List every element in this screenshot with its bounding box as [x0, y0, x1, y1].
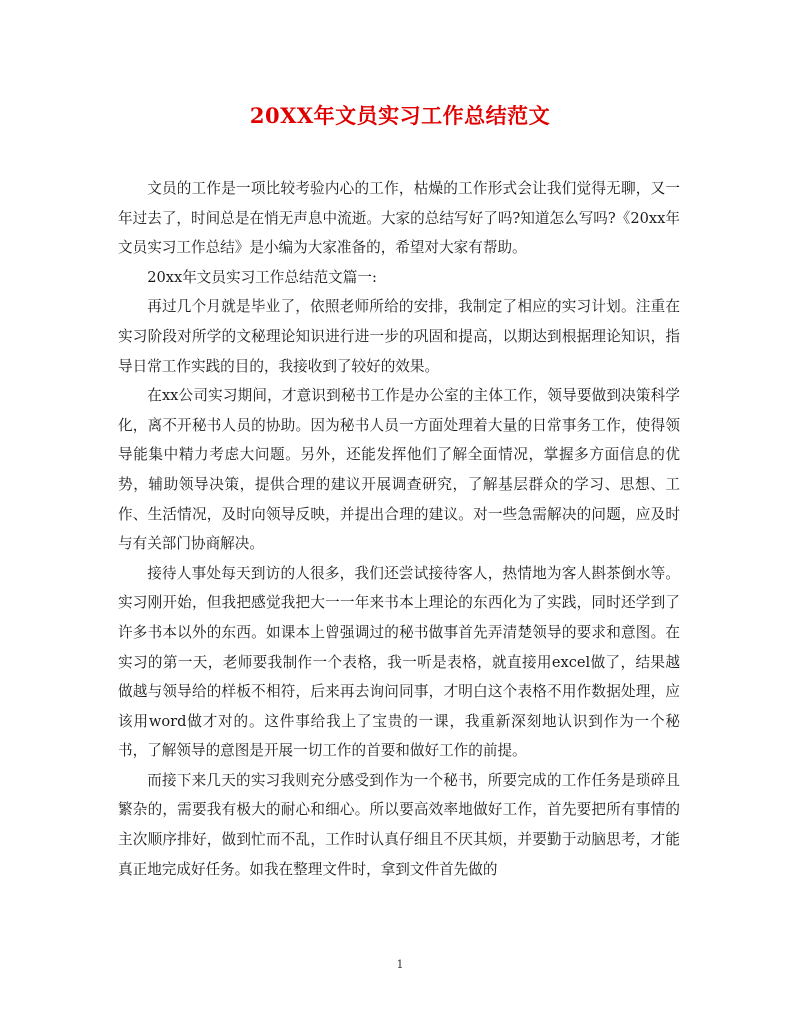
paragraph-internship-plan: 再过几个月就是毕业了，依照老师所给的安排，我制定了相应的实习计划。注重在实习阶段对所学的文秘理论知识进行进一步的巩固和提高，以期达到根据理论知识，指导日常工作实践的目的，我接收到了较好的效果。: [118, 298, 680, 375]
paragraph-secretary-role: 在xx公司实习期间，才意识到秘书工作是办公室的主体工作，领导要做到决策科学化，离不开秘书人员的协助。因为秘书人员一方面处理着大量的日常事务工作，使得领导能集中精力考虑大问题。另外，还能发挥他们了解全面情况，掌握多方面信息的优势，辅助领导决策，提供合理的建议开展调查研究，了解基层群众的学习、思想、工作、生活情况，及时向领导反映，并提出合理的建议。对一些急需解决的问题，应及时与有关部门协商解决。: [118, 387, 680, 553]
paragraph-section-heading: 20xx年文员实习工作总结范文篇一:: [147, 268, 377, 286]
document-body: [118, 174, 680, 884]
paragraph-intro: 文员的工作是一项比较考验内心的工作，枯燥的工作形式会让我们觉得无聊，又一年过去了，时间总是在悄无声息中流逝。大家的总结写好了吗?知道怎么写吗?《20xx年文员实习工作总结》是小编为大家准备的，希望对大家有帮助。: [118, 180, 680, 257]
document-title: 20XX年文员实习工作总结范文: [249, 103, 551, 128]
page-number: 1: [396, 958, 404, 971]
paragraph-reception: 接待人事处每天到访的人很多，我们还尝试接待客人，热情地为客人斟茶倒水等。实习刚开始，但我把感觉我把大一一年来书本上理论的东西化为了实践，同时还学到了许多书本以外的东西。如课本上曾强调过的秘书做事首先弄清楚领导的要求和意图。在实习的第一天，老师要我制作一个表格，我一听是表格，就直接用excel做了，结果越做越与领导给的样板不相符，后来再去询问同事，才明白这个表格不用作数据处理，应该用word做才对的。这件事给我上了宝贵的一课，我重新深刻地认识到作为一个秘书，了解领导的意图是开展一切工作的首要和做好工作的前提。: [118, 564, 680, 760]
paragraph-tasks: 而接下来几天的实习我则充分感受到作为一个秘书，所要完成的工作任务是琐碎且繁杂的，需要我有极大的耐心和细心。所以要高效率地做好工作，首先要把所有事情的主次顺序排好，做到忙而不乱，工作时认真仔细且不厌其烦，并要勤于动脑思考，才能真正地完成好任务。如我在整理文件时，拿到文件首先做的: [118, 771, 680, 878]
